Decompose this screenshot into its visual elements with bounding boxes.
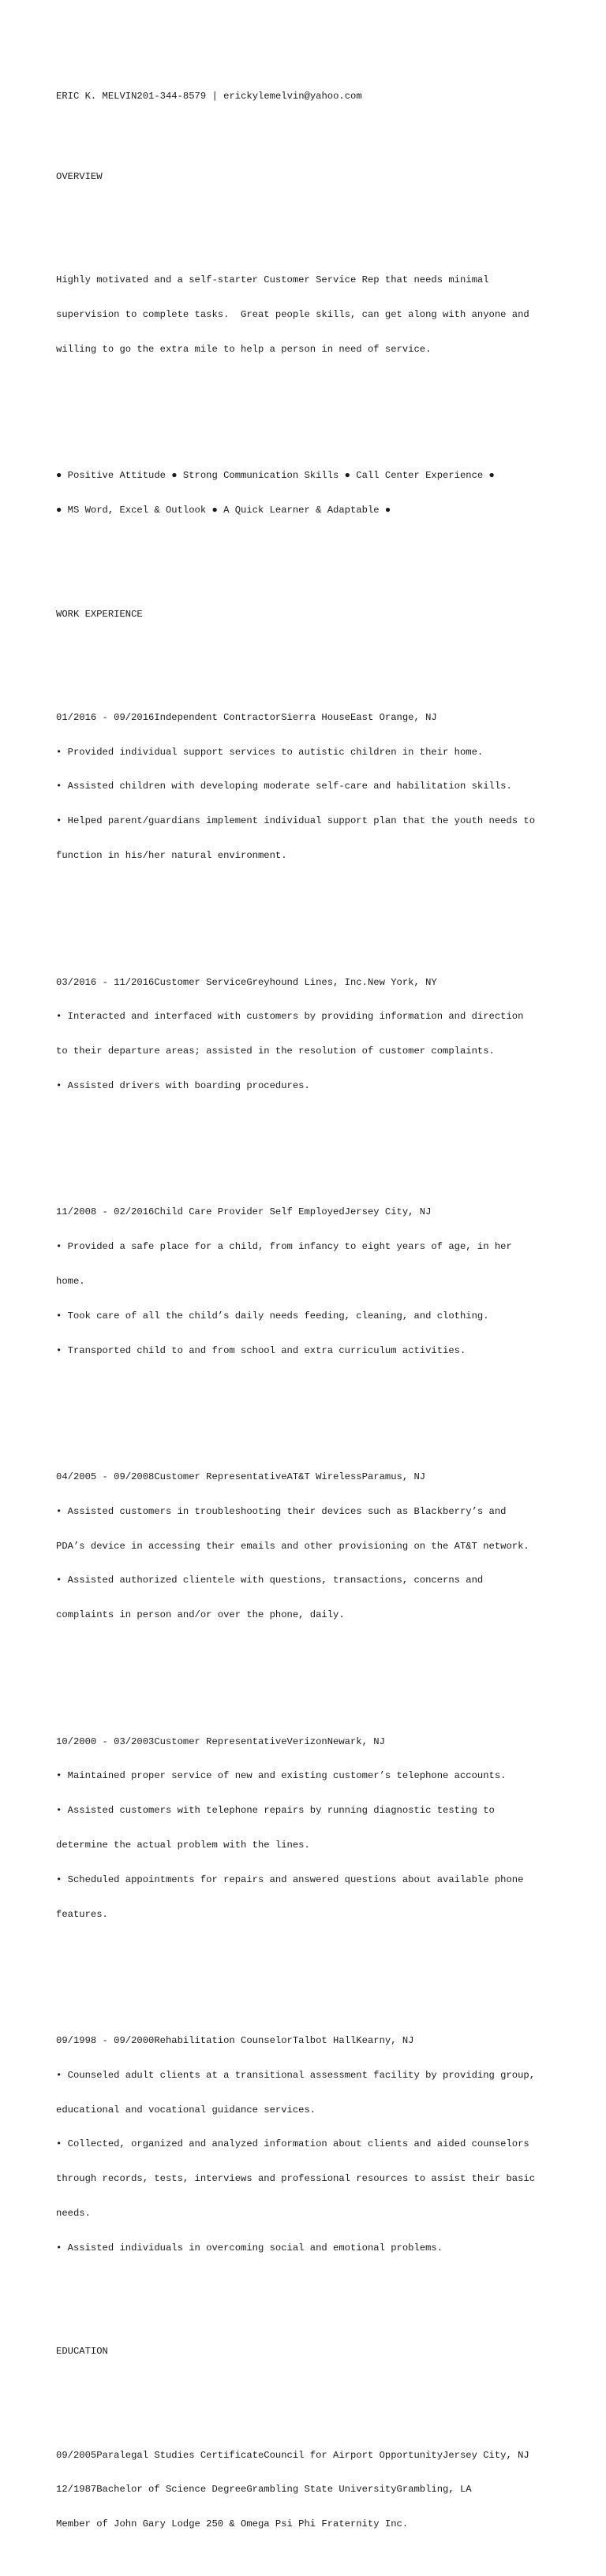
job-detail-line: function in his/her natural environment.	[56, 849, 287, 861]
education-line: 09/2005Paralegal Studies CertificateCouncil for Airport OpportunityJersey City, NJ	[56, 2449, 529, 2461]
job-detail-line: • Provided a safe place for a child, from infancy to eight years of age, in her	[56, 1241, 512, 1253]
job-detail-line: • Assisted drivers with boarding procedures.	[56, 1079, 310, 1091]
candidate-name: ERIC K. MELVIN	[56, 90, 137, 102]
overview-summary	[56, 252, 561, 378]
job-detail-line: • Assisted individuals in overcoming social and emotional problems.	[56, 2242, 443, 2254]
skills-line: ● Positive Attitude ● Strong Communication Skills ● Call Center Experience ●	[56, 470, 495, 482]
spacer	[56, 643, 561, 654]
job-detail-line: • Transported child to and from school and extra curriculum activities.	[56, 1344, 466, 1356]
spacer	[56, 2380, 561, 2392]
spacer	[56, 2300, 561, 2312]
job-detail-line: PDA’s device in accessing their emails and other provisioning on the AT&T network.	[56, 1540, 529, 1552]
header-separator: |	[206, 90, 224, 102]
job-entry	[56, 1713, 561, 1944]
job-detail-line: • Assisted customers with telephone repairs by running diagnostic testing to	[56, 1805, 495, 1817]
job-entry	[56, 1448, 561, 1644]
job-detail-line: to their departure areas; assisted in the resolution of customer complaints.	[56, 1046, 495, 1057]
job-title-line: 03/2016 - 11/2016Customer ServiceGreyhound Lines, Inc.New York, NY	[56, 976, 437, 988]
spacer	[56, 206, 561, 218]
candidate-email: erickylemelvin@yahoo.com	[223, 90, 362, 102]
job-detail-line: • Collected, organized and analyzed information about clients and aided counselors	[56, 2138, 529, 2150]
skills-line: ● MS Word, Excel & Outlook ● A Quick Learner & Adaptable ●	[56, 505, 391, 516]
job-detail-line: • Assisted authorized clientele with questions, transactions, concerns and	[56, 1575, 484, 1586]
job-entry	[56, 953, 561, 1114]
spacer	[56, 1966, 561, 1978]
job-detail-line: features.	[56, 1908, 108, 1920]
education-line: Member of John Gary Lodge 250 & Omega Psi Phi Fraternity Inc.	[56, 2518, 409, 2530]
job-detail-line: determine the actual problem with the lines.	[56, 1840, 310, 1851]
spacer	[56, 562, 561, 574]
overview-line: supervision to complete tasks. Great people skills, can get along with anyone and	[56, 309, 529, 321]
work-experience-heading: WORK EXPERIENCE	[56, 608, 143, 620]
job-detail-line: needs.	[56, 2208, 91, 2220]
job-detail-line: • Helped parent/guardians implement individual support plan that the youth needs to	[56, 815, 536, 827]
resume-page	[56, 56, 561, 2576]
job-title-line: 10/2000 - 03/2003Customer RepresentativeVerizonNewark, NJ	[56, 1735, 385, 1747]
job-entry	[56, 2012, 561, 2277]
job-detail-line: • Counseled adult clients at a transitional assessment facility by providing group,	[56, 2069, 536, 2081]
spacer	[56, 1667, 561, 1679]
spacer	[56, 1402, 561, 1414]
education-line: 12/1987Bachelor of Science DegreeGrambling State UniversityGrambling, LA	[56, 2484, 472, 2496]
job-entry	[56, 1184, 561, 1379]
job-entry	[56, 689, 561, 885]
job-title-line: 11/2008 - 02/2016Child Care Provider Self EmployedJersey City, NJ	[56, 1206, 432, 1218]
header-line	[56, 91, 561, 103]
job-detail-line: • Maintained proper service of new and existing customer’s telephone accounts.	[56, 1770, 507, 1782]
job-detail-line: educational and vocational guidance services.	[56, 2104, 316, 2116]
job-detail-line: • Scheduled appointments for repairs and answered questions about available phone	[56, 1873, 524, 1885]
job-detail-line: home.	[56, 1275, 85, 1287]
education-heading: EDUCATION	[56, 2346, 108, 2358]
overview-line: willing to go the extra mile to help a person in need of service.	[56, 343, 432, 355]
spacer	[56, 908, 561, 919]
overview-line: Highly motivated and a self-starter Customer Service Rep that needs minimal	[56, 274, 489, 286]
job-detail-line: • Took care of all the child’s daily needs feeding, cleaning, and clothing.	[56, 1310, 489, 1322]
candidate-phone: 201-344-8579	[137, 90, 207, 102]
job-detail-line: • Assisted children with developing moderate self-care and habilitation skills.	[56, 781, 512, 792]
job-title-line: 04/2005 - 09/2008Customer RepresentativeAT&T WirelessParamus, NJ	[56, 1471, 426, 1483]
job-detail-line: • Interacted and interfaced with customers by providing information and direction	[56, 1011, 524, 1023]
overview-heading: OVERVIEW	[56, 170, 103, 182]
education-list	[56, 2426, 561, 2553]
job-detail-line: • Assisted customers in troubleshooting their devices such as Blackberry’s and	[56, 1505, 507, 1517]
job-detail-line: complaints in person and/or over the phone, daily.	[56, 1609, 345, 1621]
spacer	[56, 1138, 561, 1150]
job-detail-line: • Provided individual support services to autistic children in their home.	[56, 746, 484, 758]
job-detail-line: through records, tests, interviews and professional resources to assist their basic	[56, 2173, 536, 2185]
skills-list	[56, 447, 561, 539]
job-title-line: 01/2016 - 09/2016Independent ContractorSierra HouseEast Orange, NJ	[56, 711, 437, 723]
spacer	[56, 401, 561, 413]
spacer	[56, 125, 561, 137]
job-title-line: 09/1998 - 09/2000Rehabilitation CounselorTalbot HallKearny, NJ	[56, 2035, 414, 2047]
